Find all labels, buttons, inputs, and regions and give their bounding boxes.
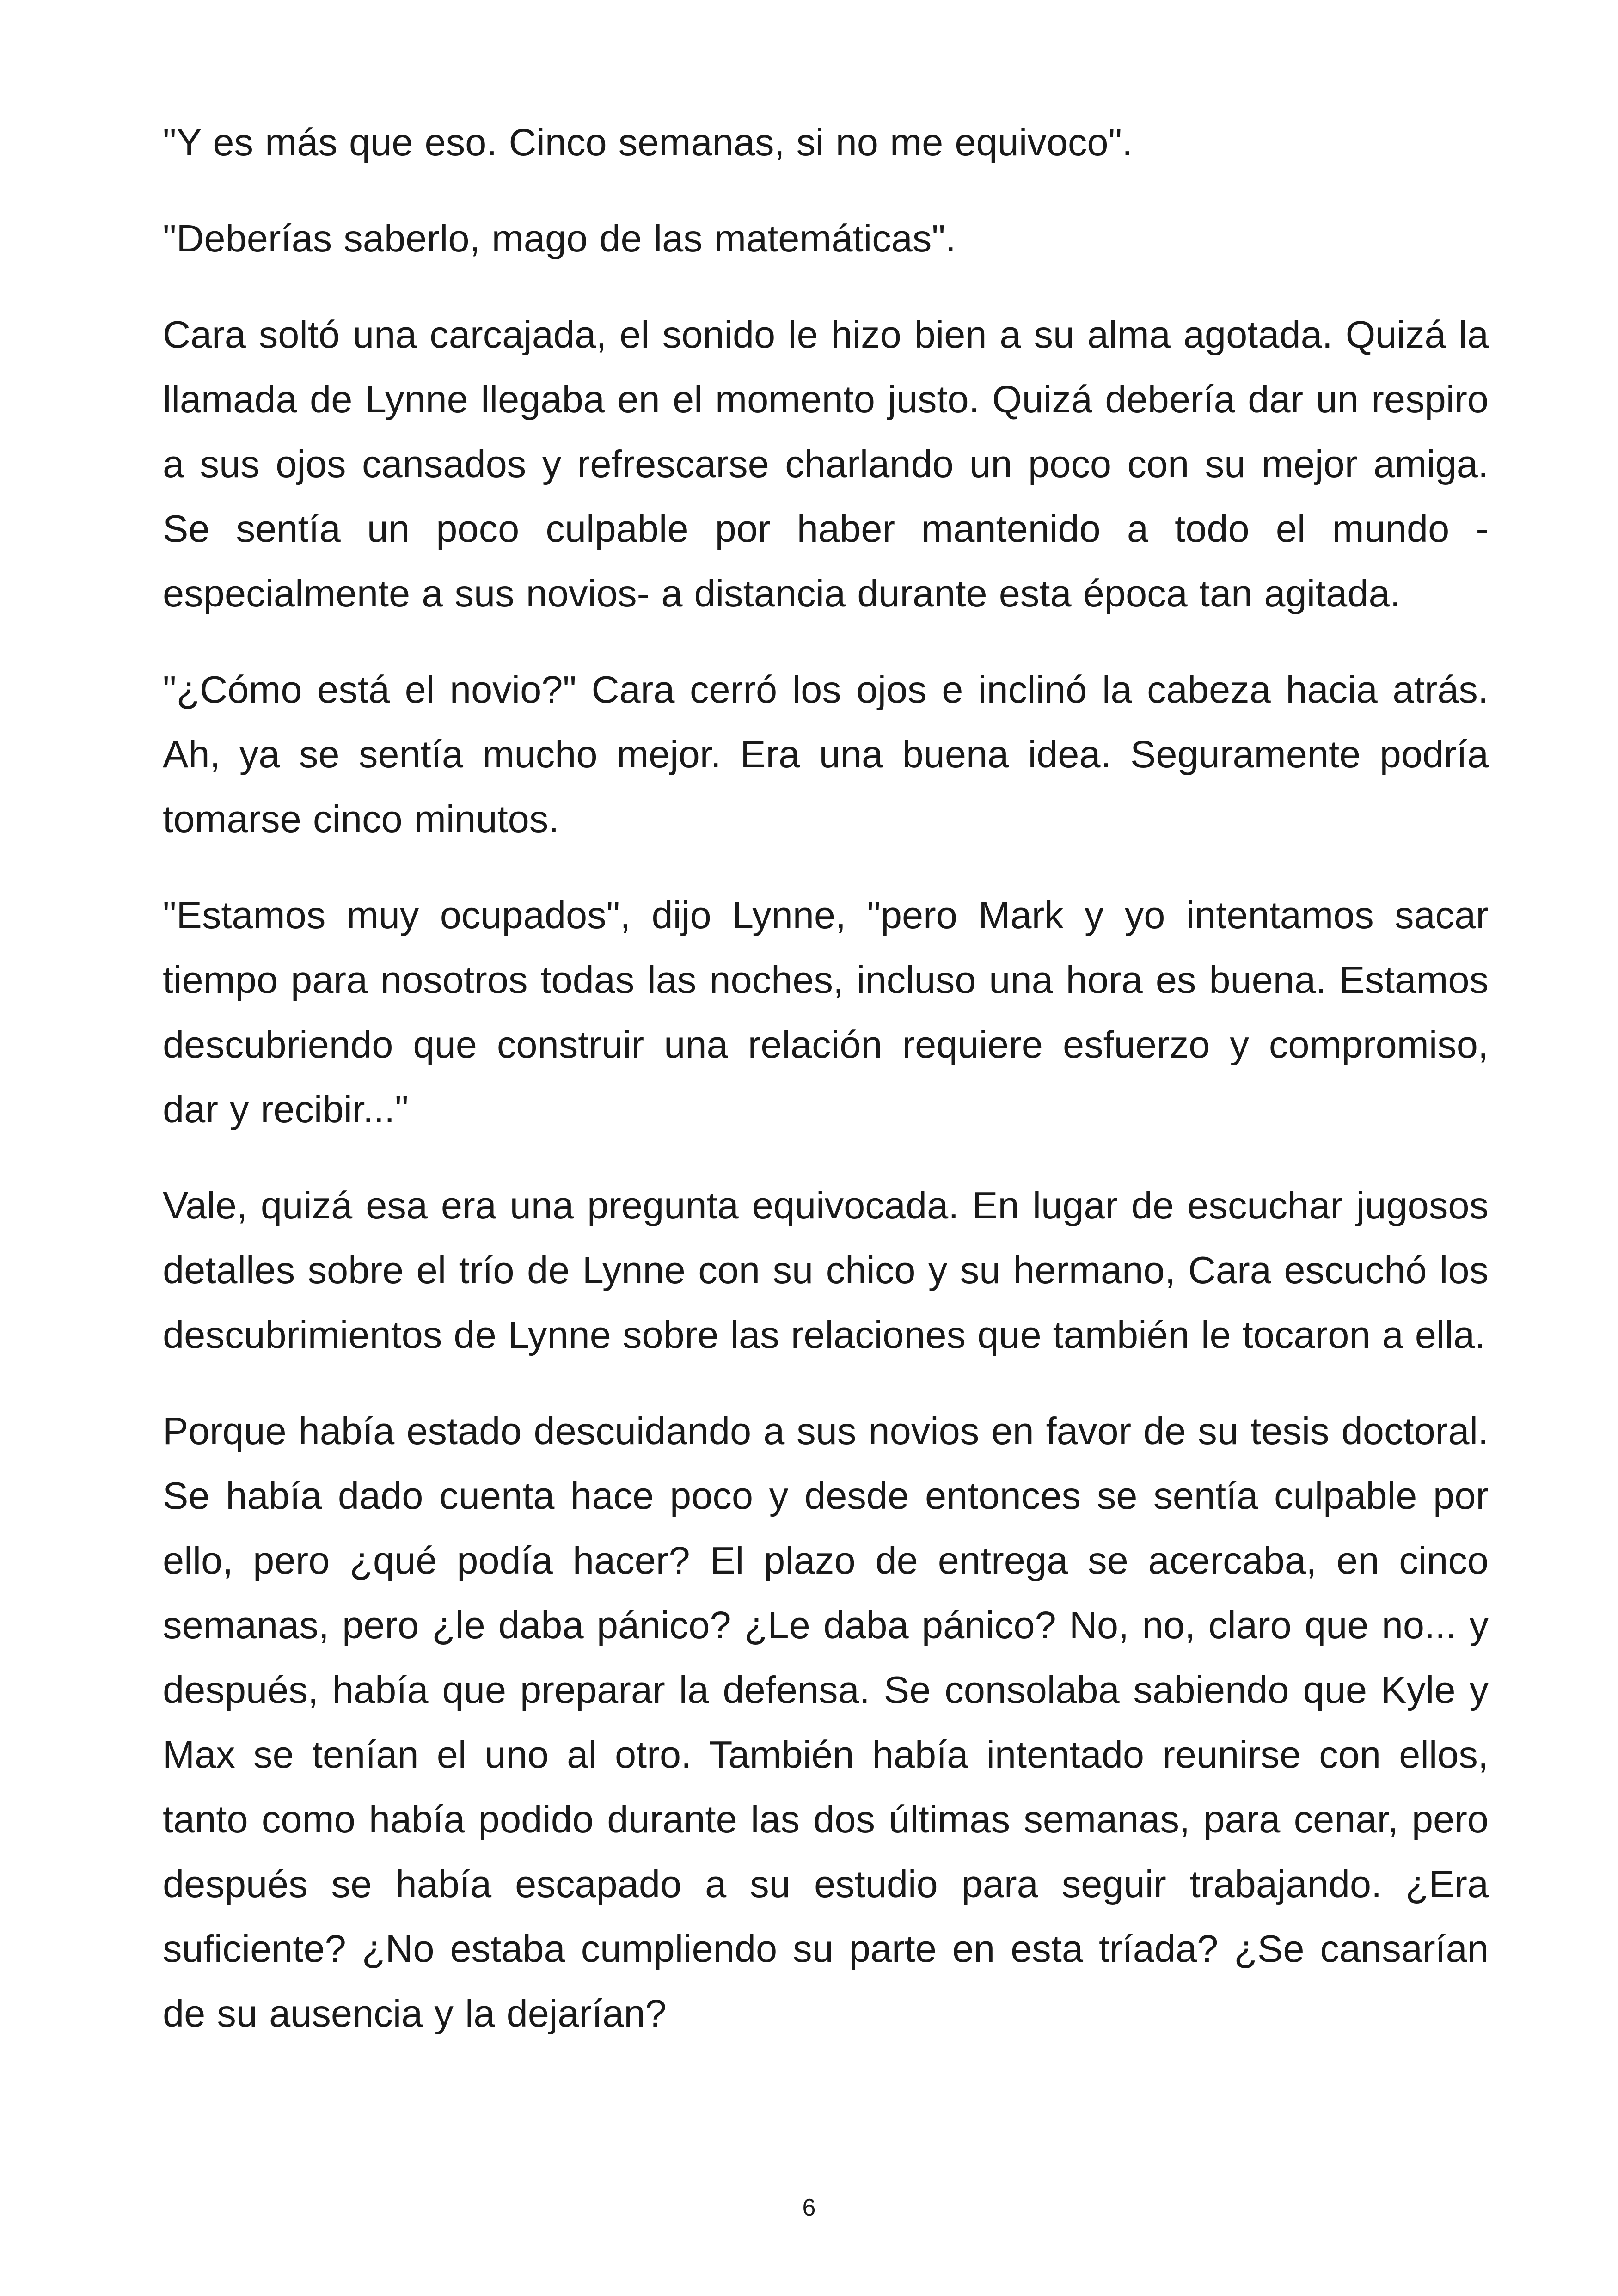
body-text <box>163 110 1489 2077</box>
paragraph-4: "¿Cómo está el novio?" Cara cerró los ojos e inclinó la cabeza hacia atrás. Ah, ya se sentía mucho mejor. Era una buena idea. Seguramente podría tomarse cinco minutos. <box>163 668 1489 840</box>
paragraph-2: "Deberías saberlo, mago de las matemáticas". <box>163 217 956 260</box>
paragraph-6: Vale, quizá esa era una pregunta equivocada. En lugar de escuchar jugosos detalles sobre el trío de Lynne con su chico y su hermano, Cara escuchó los descubrimientos de Lynne sobre las relaciones que también le tocaron a ella. <box>163 1184 1489 1356</box>
paragraph-3: Cara soltó una carcajada, el sonido le hizo bien a su alma agotada. Quizá la llamada de Lynne llegaba en el momento justo. Quizá debería dar un respiro a sus ojos cansados y refrescarse charlando un poco con su mejor amiga. Se sentía un poco culpable por haber mantenido a todo el mundo -especialmente a sus novios- a distancia durante esta época tan agitada. <box>163 313 1489 615</box>
page-number: 6 <box>802 2194 816 2221</box>
paragraph-7: Porque había estado descuidando a sus novios en favor de su tesis doctoral. Se había dado cuenta hace poco y desde entonces se sentía culpable por ello, pero ¿qué podía hacer? El plazo de entrega se acercaba, en cinco semanas, pero ¿le daba pánico? ¿Le daba pánico? No, no, claro que no... y después, había que preparar la defensa. Se consolaba sabiendo que Kyle y Max se tenían el uno al otro. También había intentado reunirse con ellos, tanto como había podido durante las dos últimas semanas, para cenar, pero después se había escapado a su estudio para seguir trabajando. ¿Era suficiente? ¿No estaba cumpliendo su parte en esta tríada? ¿Se cansarían de su ausencia y la dejarían? <box>163 1409 1489 2035</box>
paragraph-1: "Y es más que eso. Cinco semanas, si no me equivoco". <box>163 121 1133 164</box>
paragraph-5: "Estamos muy ocupados", dijo Lynne, "pero Mark y yo intentamos sacar tiempo para nosotros todas las noches, incluso una hora es buena. Estamos descubriendo que construir una relación requiere esfuerzo y compromiso, dar y recibir..." <box>163 894 1489 1131</box>
